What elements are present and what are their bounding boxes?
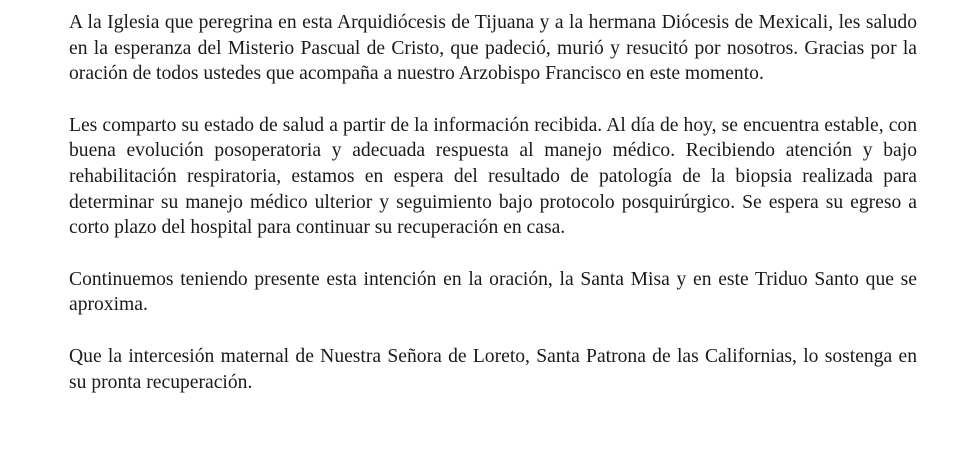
paragraph-prayer-intention: Continuemos teniendo presente esta intención en la oración, la Santa Misa y en este Triduo Santo que se aproxima. bbox=[69, 268, 917, 316]
letter-body bbox=[69, 10, 917, 395]
paragraph-health-status: Les comparto su estado de salud a partir de la información recibida. Al día de hoy, se encuentra estable, con buena evolución posoperatoria y adecuada respuesta al manejo médico. Recibiendo atención y bajo rehabilitación respiratoria, estamos en espera del resultado de patología de la biopsia realizada para determinar su manejo médico ulterior y seguimiento bajo protocolo posquirúrgico. Se espera su egreso a corto plazo del hospital para continuar su recuperación en casa. bbox=[69, 114, 917, 239]
paragraph-intercession: Que la intercesión maternal de Nuestra Señora de Loreto, Santa Patrona de las Californias, lo sostenga en su pronta recuperación. bbox=[69, 345, 917, 393]
paragraph-greeting: A la Iglesia que peregrina en esta Arquidiócesis de Tijuana y a la hermana Diócesis de Mexicali, les saludo en la esperanza del Misterio Pascual de Cristo, que padeció, murió y resucitó por nosotros. Gracias por la oración de todos ustedes que acompaña a nuestro Arzobispo Francisco en este momento. bbox=[69, 12, 917, 85]
